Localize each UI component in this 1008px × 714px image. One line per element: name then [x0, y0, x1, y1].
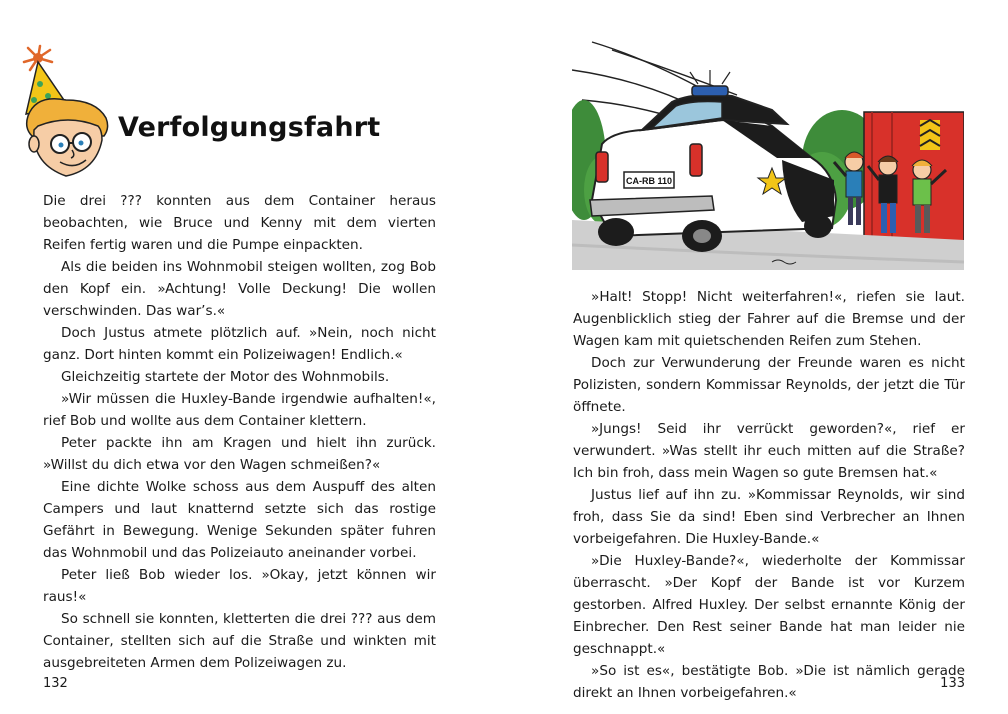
right-body-text — [573, 286, 965, 704]
paragraph: Doch Justus atmete plötzlich auf. »Nein, noch nicht ganz. Dort hinten kommt ein Polizeiwagen! Endlich.« — [43, 325, 436, 363]
paragraph: Eine dichte Wolke schoss aus dem Auspuff des alten Campers und laut knatternd setzte sich das rostige Gefährt in Bewegung. Wenige Sekunden später fuhren das Wohnmobil und das Polizeiauto aneinander vorbei. — [43, 479, 436, 561]
paragraph: Die drei ??? konnten aus dem Container heraus beobachten, wie Bruce und Kenny mit dem vierten Reifen fertig waren und die Pumpe einpackten. — [43, 193, 436, 253]
paragraph: »Die Huxley-Bande?«, wiederholte der Kommissar überrascht. »Der Kopf der Bande ist vor Kurzem gestorben. Alfred Huxley. Der selbst ernannte König der Einbrecher. Den Rest seiner Bande hat man leider nie geschnappt.« — [573, 553, 965, 657]
paragraph: Gleichzeitig startete der Motor des Wohnmobils. — [61, 369, 390, 385]
paragraph: So schnell sie konnten, kletterten die drei ??? aus dem Container, stellten sich auf die Straße und winkten mit ausgebreiteten Armen dem Polizeiwagen zu. — [43, 611, 436, 671]
page-number: 132 — [43, 676, 68, 691]
license-plate-text: CA-RB 110 — [625, 176, 673, 186]
justus-party-hat-icon — [18, 44, 118, 184]
paragraph: Peter ließ Bob wieder los. »Okay, jetzt können wir raus!« — [43, 567, 436, 605]
paragraph: »Halt! Stopp! Nicht weiterfahren!«, riefen sie laut. Augenblicklich stieg der Fahrer auf die Bremse und der Wagen kam mit quietschenden Reifen zum Stehen. — [573, 289, 965, 349]
paragraph: »Jungs! Seid ihr verrückt geworden?«, rief er verwundert. »Was stellt ihr euch mitten auf die Straße? Ich bin froh, dass mein Wagen so gute Bremsen hat.« — [573, 421, 965, 481]
left-body-text — [43, 190, 436, 674]
paragraph: Doch zur Verwunderung der Freunde waren es nicht Polizisten, sondern Kommissar Reynolds, der jetzt die Tür öffnete. — [573, 355, 965, 415]
paragraph: Peter packte ihn am Kragen und hielt ihn zurück. »Willst du dich etwa vor den Wagen schmeißen?« — [43, 435, 436, 473]
paragraph: »Wir müssen die Huxley-Bande irgendwie aufhalten!«, rief Bob und wollte aus dem Container klettern. — [43, 391, 436, 429]
chapter-title: Verfolgungsfahrt — [118, 112, 381, 143]
paragraph: Als die beiden ins Wohnmobil steigen wollten, zog Bob den Kopf ein. »Achtung! Volle Deckung! Die wollen verschwinden. Das war’s.« — [43, 259, 436, 319]
police-car-illustration — [572, 40, 964, 270]
page-number: 133 — [940, 676, 965, 691]
paragraph: Justus lief auf ihn zu. »Kommissar Reynolds, wir sind froh, dass Sie da sind! Eben sind Verbrecher an Ihnen vorbeigefahren. Die Huxley-Bande.« — [573, 487, 965, 547]
paragraph: »So ist es«, bestätigte Bob. »Die ist nämlich gerade direkt an Ihnen vorbeigefahren.« — [573, 663, 965, 701]
